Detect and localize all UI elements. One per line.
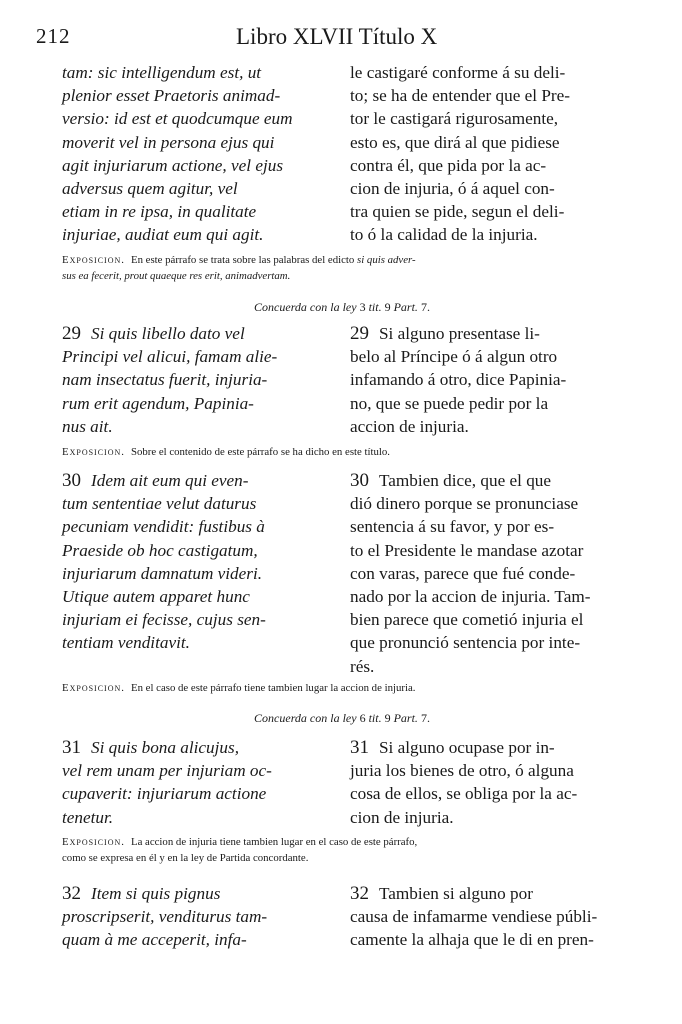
latin-column [62, 322, 334, 438]
concordance-number: 7. [420, 711, 430, 725]
concordance-text: Concuerda con la ley [254, 300, 357, 314]
latin-line: cupaverit: injuriarum actione [62, 784, 267, 804]
paragraph-29 [62, 322, 622, 438]
latin-line: rum erit agendum, Papinia- [62, 393, 254, 413]
latin-line: nam insectatus fuerit, injuria- [62, 370, 268, 390]
exposicion-note-28 [62, 252, 622, 284]
latin-line: injuriam ei fecisse, cujus sen- [62, 610, 266, 630]
spanish-line: belo al Príncipe ó á algun otro [350, 347, 558, 367]
spanish-line: cosa de ellos, se obliga por la ac- [350, 784, 578, 804]
concordance-number: 3 [359, 300, 366, 314]
latin-column [62, 61, 334, 247]
spanish-line: con varas, parece que fué conde- [350, 563, 576, 583]
spanish-line: bien parece que cometió injuria el [350, 610, 584, 630]
spanish-line: tra quien se pide, segun el deli- [350, 202, 565, 222]
spanish-line: le castigaré conforme á su deli- [350, 63, 566, 82]
paragraph-number: 30 [62, 470, 81, 491]
paragraph-28-continued [62, 61, 622, 247]
paragraph-32 [62, 882, 622, 952]
spanish-line: cion de injuria, ó á aquel con- [350, 179, 555, 199]
concordance-number: 7. [420, 300, 430, 314]
latin-line: quam à me acceperit, infa- [62, 930, 247, 950]
latin-line: vel rem unam per injuriam oc- [62, 761, 272, 781]
spanish-text: Si alguno ocupase por in- [379, 738, 555, 757]
latin-line [62, 322, 334, 345]
concordance-note-31 [62, 711, 622, 726]
latin-column [62, 882, 334, 952]
spanish-text: Si alguno presentase li- [379, 324, 540, 343]
latin-text: Si quis bona alicujus, [91, 738, 240, 757]
latin-line: Utique autem apparet hunc [62, 587, 250, 607]
spanish-text: Tambien si alguno por [379, 884, 533, 903]
spanish-line: accion de injuria. [350, 416, 469, 436]
note-label: Exposicion. [62, 836, 125, 848]
latin-line: agit injuriarum actione, vel ejus [62, 155, 284, 175]
latin-line: injuriae, audiat eum qui agit. [62, 225, 264, 245]
note-text: En el caso de este párrafo tiene tambien lugar la accion de injuria. [130, 682, 416, 694]
latin-line [62, 469, 334, 492]
note-text-italic: si quis adver- [357, 254, 416, 266]
latin-line: Principi vel alicui, famam alie- [62, 347, 278, 367]
concordance-text: Part. [393, 711, 418, 725]
note-text: La accion de injuria tiene tambien lugar en el caso de este párrafo, [130, 836, 418, 848]
latin-line: injuriarum damnatum videri. [62, 563, 263, 583]
concordance-text: tit. [368, 711, 382, 725]
page-number: 212 [36, 24, 71, 48]
paragraph-number: 32 [350, 883, 369, 904]
latin-column [62, 736, 334, 829]
latin-text: Si quis libello dato vel [91, 324, 245, 343]
note-label: Exposicion. [62, 682, 125, 694]
spanish-line: juria los bienes de otro, ó alguna [350, 761, 574, 781]
exposicion-note-29 [62, 444, 622, 460]
spanish-line: tor le castigará rigurosamente, [350, 109, 559, 129]
spanish-line: contra él, que pida por la ac- [350, 155, 547, 175]
latin-line [62, 736, 334, 759]
spanish-line [350, 322, 622, 345]
spanish-line: cion de injuria. [350, 807, 454, 827]
spanish-line: causa de infamarme vendiese públi- [350, 907, 598, 927]
latin-line: tenetur. [62, 807, 114, 827]
latin-line: versio: id est et quodcumque eum [62, 109, 293, 129]
exposicion-note-30 [62, 680, 622, 696]
spanish-line: to ó la calidad de la injuria. [350, 225, 538, 245]
latin-line: moverit vel in persona ejus qui [62, 132, 275, 152]
paragraph-number: 29 [62, 323, 81, 344]
latin-line: Praeside ob hoc castigatum, [62, 540, 258, 560]
spanish-line: to el Presidente le mandase azotar [350, 540, 584, 560]
paragraph-number: 32 [62, 883, 81, 904]
note-text-italic: sus ea fecerit, prout quaeque res erit, animadvertam. [62, 270, 291, 282]
spanish-line: nado por la accion de injuria. Tam- [350, 587, 591, 607]
page-header [36, 24, 646, 54]
note-text: Sobre el contenido de este párrafo se ha dicho en este título. [130, 446, 391, 458]
note-label: Exposicion. [62, 254, 125, 266]
latin-line: adversus quem agitur, vel [62, 179, 238, 199]
note-text: como se expresa en él y en la ley de Partida concordante. [62, 852, 309, 864]
spanish-line: no, que se puede pedir por la [350, 393, 549, 413]
latin-text: Idem ait eum qui even- [91, 471, 249, 490]
running-title: Libro XLVII Título X [236, 24, 438, 49]
spanish-column [350, 736, 622, 829]
spanish-line: que pronunció sentencia por inte- [350, 633, 581, 653]
spanish-line: rés. [350, 656, 375, 676]
spanish-column [350, 882, 622, 952]
spanish-line: dió dinero porque se pronunciase [350, 494, 579, 514]
concordance-text: tit. [368, 300, 382, 314]
paragraph-number: 30 [350, 470, 369, 491]
spanish-column [350, 469, 622, 678]
spanish-line [350, 736, 622, 759]
note-text: En este párrafo se trata sobre las palabras del edicto [130, 254, 355, 266]
latin-text: Item si quis pignus [91, 884, 221, 903]
concordance-note-29 [62, 300, 622, 315]
spanish-column [350, 322, 622, 438]
latin-line: proscripserit, venditurus tam- [62, 907, 268, 927]
latin-line: nus ait. [62, 416, 113, 436]
latin-line: etiam in re ipsa, in qualitate [62, 202, 257, 222]
latin-line: pecuniam vendidit: fustibus à [62, 517, 265, 537]
concordance-number: 6 [359, 711, 366, 725]
paragraph-number: 29 [350, 323, 369, 344]
concordance-text: Part. [393, 300, 418, 314]
latin-line [62, 882, 334, 905]
spanish-text: Tambien dice, que el que [379, 471, 552, 490]
latin-line: tam: sic intelligendum est, ut [62, 63, 262, 82]
latin-line: plenior esset Praetoris animad- [62, 86, 281, 106]
paragraph-number: 31 [62, 737, 81, 758]
spanish-line: camente la alhaja que le di en pren- [350, 930, 594, 950]
note-label: Exposicion. [62, 446, 125, 458]
concordance-text: Concuerda con la ley [254, 711, 357, 725]
paragraph-30 [62, 469, 622, 678]
spanish-line: esto es, que dirá al que pidiese [350, 132, 560, 152]
exposicion-note-31 [62, 834, 622, 866]
spanish-line [350, 469, 622, 492]
spanish-column [350, 61, 622, 247]
spanish-line: sentencia á su favor, y por es- [350, 517, 555, 537]
latin-line: tentiam venditavit. [62, 633, 190, 653]
spanish-line [350, 882, 622, 905]
latin-line: tum sententiae velut daturus [62, 494, 257, 514]
paragraph-31 [62, 736, 622, 829]
paragraph-number: 31 [350, 737, 369, 758]
latin-column [62, 469, 334, 678]
concordance-number: 9 [384, 300, 391, 314]
concordance-number: 9 [384, 711, 391, 725]
spanish-line: infamando á otro, dice Papinia- [350, 370, 567, 390]
spanish-line: to; se ha de entender que el Pre- [350, 86, 571, 106]
